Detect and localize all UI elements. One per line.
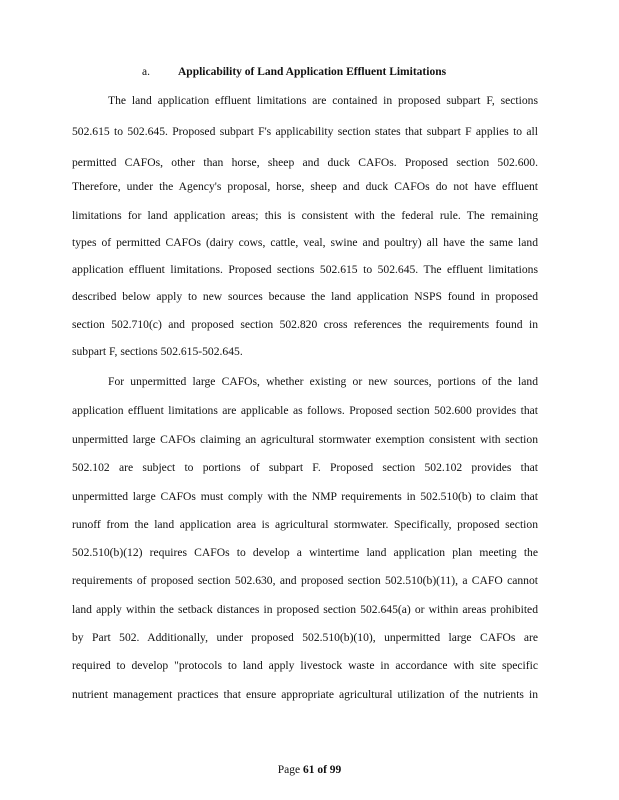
paragraph-1-line-6: types of permitted CAFOs (dairy cows, cattle, veal, swine and poultry) all have the same land (72, 236, 538, 249)
paragraph-2-line-8: requirements of proposed section 502.630, and proposed section 502.510(b)(11), a CAFO cannot (72, 574, 538, 587)
paragraph-1-line-4: Therefore, under the Agency's proposal, horse, sheep and duck CAFOs do not have effluent (72, 180, 538, 193)
paragraph-1-line-1: The land application effluent limitations are contained in proposed subpart F, sections (108, 94, 538, 107)
paragraph-1-line-2: 502.615 to 502.645. Proposed subpart F's applicability section states that subpart F applies to all (72, 125, 538, 138)
paragraph-2-line-5: unpermitted large CAFOs must comply with the NMP requirements in 502.510(b) to claim that (72, 490, 538, 503)
paragraph-1-line-7: application effluent limitations. Proposed sections 502.615 to 502.645. The effluent limitations (72, 263, 538, 276)
paragraph-2-line-4: 502.102 are subject to portions of subpart F. Proposed section 502.102 provides that (72, 461, 538, 474)
paragraph-2-line-11: required to develop "protocols to land apply livestock waste in accordance with site specific (72, 659, 538, 672)
section-title: Applicability of Land Application Effluent Limitations (178, 66, 447, 78)
section-heading (142, 66, 446, 78)
page-number-separator: of (317, 764, 327, 776)
paragraph-1-line-10: subpart F, sections 502.615-502.645. (72, 345, 243, 358)
paragraph-1-line-5: limitations for land application areas; this is consistent with the federal rule. The remaining (72, 209, 538, 222)
paragraph-2-line-1: For unpermitted large CAFOs, whether existing or new sources, portions of the land (108, 375, 538, 388)
paragraph-1-line-8: described below apply to new sources because the land application NSPS found in proposed (72, 290, 538, 303)
paragraph-2-line-9: land apply within the setback distances in proposed section 502.645(a) or within areas prohibited (72, 603, 538, 616)
paragraph-2-line-6: runoff from the land application area is agricultural stormwater. Specifically, proposed section (72, 518, 538, 531)
paragraph-2-line-3: unpermitted large CAFOs claiming an agricultural stormwater exemption consistent with section (72, 433, 538, 446)
page-label: Page (277, 764, 301, 776)
section-label: a. (142, 66, 150, 78)
page-footer (0, 764, 619, 776)
paragraph-2-line-10: by Part 502. Additionally, under proposed 502.510(b)(10), unpermitted large CAFOs are (72, 631, 538, 644)
paragraph-2-line-12: nutrient management practices that ensure appropriate agricultural utilization of the nutrients in (72, 688, 538, 701)
page-number-current: 61 (302, 764, 315, 776)
paragraph-2-line-7: 502.510(b)(12) requires CAFOs to develop a wintertime land application plan meeting the (72, 546, 538, 559)
paragraph-1-line-9: section 502.710(c) and proposed section 502.820 cross references the requirements found in (72, 318, 538, 331)
page-number-total: 99 (329, 764, 342, 776)
paragraph-1-line-3: permitted CAFOs, other than horse, sheep and duck CAFOs. Proposed section 502.600. (72, 156, 538, 169)
paragraph-2-line-2: application effluent limitations are applicable as follows. Proposed section 502.600 provides that (72, 404, 538, 417)
